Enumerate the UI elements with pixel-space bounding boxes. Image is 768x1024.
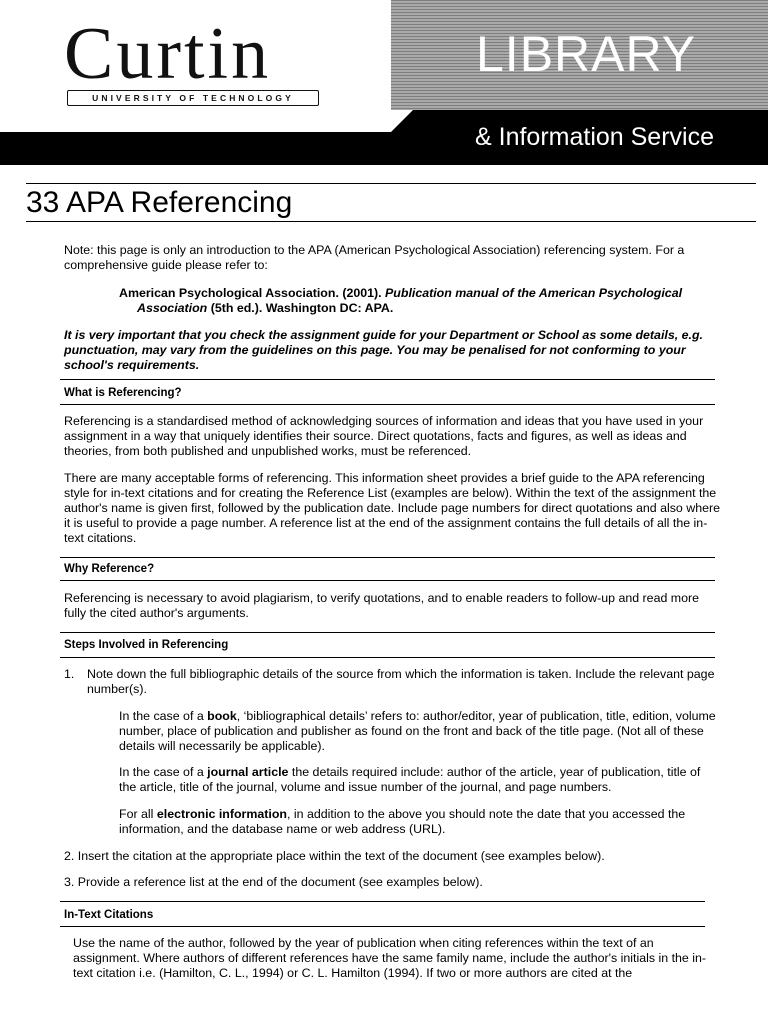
page-title: 33 APA Referencing: [26, 186, 293, 219]
elec-pre: For all: [119, 807, 157, 821]
step-2-text: 2. Insert the citation at the appropriate place within the text of the document (see examples below).: [64, 849, 605, 863]
journal-details: [119, 765, 719, 795]
elec-post: , in addition to the above you should note the date that you accessed the information, and the database name or web address (URL).: [119, 807, 686, 836]
journal-pre: In the case of a: [119, 765, 208, 779]
step-3-text: 3. Provide a reference list at the end of the document (see examples below).: [64, 875, 483, 889]
ref-title: Publication manual of the American Psychological Association: [137, 286, 683, 315]
intext-heading: In-Text Citations: [64, 909, 154, 921]
step-1-number: 1.: [64, 667, 75, 681]
library-title: LIBRARY: [476, 26, 697, 82]
journal-post: the details required include: author of the article, year of publication, title of the article, title of the journal, volume and issue number of the journal, and page numbers.: [119, 765, 701, 794]
electronic-details: [119, 807, 719, 837]
why-heading: Why Reference?: [64, 563, 155, 575]
elec-bold: electronic information: [156, 807, 287, 821]
what-paragraph-2: There are many acceptable forms of referencing. This information sheet provides a brief guide to the APA referencing style for in-text citations and for creating the Reference List (examples are below). Within the text of the assignment the author's name is given first, followed by the publication date. Include page numbers for direct quotations and also where it is useful to provide a page number. A reference list at the end of the assignment contains the full details of all the in-text citations.: [64, 471, 721, 545]
section-rule: [60, 557, 715, 558]
curtin-logo-tagline: UNIVERSITY OF TECHNOLOGY: [67, 90, 319, 106]
steps-heading: Steps Involved in Referencing: [64, 639, 229, 651]
header-notch: [0, 110, 391, 132]
section-rule: [60, 379, 715, 380]
book-pre: In the case of a: [119, 709, 208, 723]
intro-note: Note: this page is only an introduction to the APA (American Psychological Association) referencing system. For a comprehensive guide please refer to:: [64, 243, 685, 272]
section-rule: [60, 901, 705, 902]
apa-manual-reference: [119, 286, 742, 316]
title-bottom-rule: [26, 221, 756, 222]
important-warning: It is very important that you check the assignment guide for your Department or School as some details, e.g. punctuation, may vary from the guidelines on this page. You may be penalised for not conforming to your school's requirements.: [64, 328, 703, 372]
step-1-text: Note down the full bibliographic details of the source from which the information is taken. Include the relevant page number(s).: [87, 667, 715, 696]
section-rule: [60, 404, 715, 405]
what-heading: What is Referencing?: [64, 387, 182, 399]
information-service-title: & Information Service: [475, 123, 714, 151]
book-bold: book: [207, 709, 237, 723]
section-rule: [60, 926, 705, 927]
ref-author: American Psychological Association. (2001).: [119, 286, 382, 300]
curtin-logo-wordmark: Curtin: [64, 13, 272, 95]
what-paragraph-1: Referencing is a standardised method of acknowledging sources of information and ideas that you have used in your assignment in a way that uniquely identifies their source. Direct quotations, facts and figures, as well as ideas and theories, from both published and unpublished works, must be referenced.: [64, 414, 704, 458]
book-post: , ‘bibliographical details’ refers to: author/editor, year of publication, title, edition, volume number, place of publication and publisher as found on the front and back of the title page. (Not all of these details will necessarily be applicable).: [119, 709, 716, 753]
intext-paragraph: Use the name of the author, followed by the year of publication when citing references within the text of an assignment. Where authors of different references have the same family name, include the author's initials in the in-text citation i.e. (Hamilton, C. L., 1994) or C. L. Hamilton (1994). If two or more authors are cited at the: [73, 936, 707, 980]
book-details: [119, 709, 719, 754]
journal-bold: journal article: [207, 765, 289, 779]
why-paragraph: Referencing is necessary to avoid plagiarism, to verify quotations, and to enable readers to follow-up and read more fully the cited author's arguments.: [64, 591, 700, 620]
section-rule: [60, 632, 715, 633]
header: [0, 0, 768, 165]
header-notch-corner: [391, 110, 413, 132]
section-rule: [60, 657, 715, 658]
section-rule: [60, 580, 715, 581]
ref-rest: (5th ed.). Washington DC: APA.: [210, 301, 394, 315]
